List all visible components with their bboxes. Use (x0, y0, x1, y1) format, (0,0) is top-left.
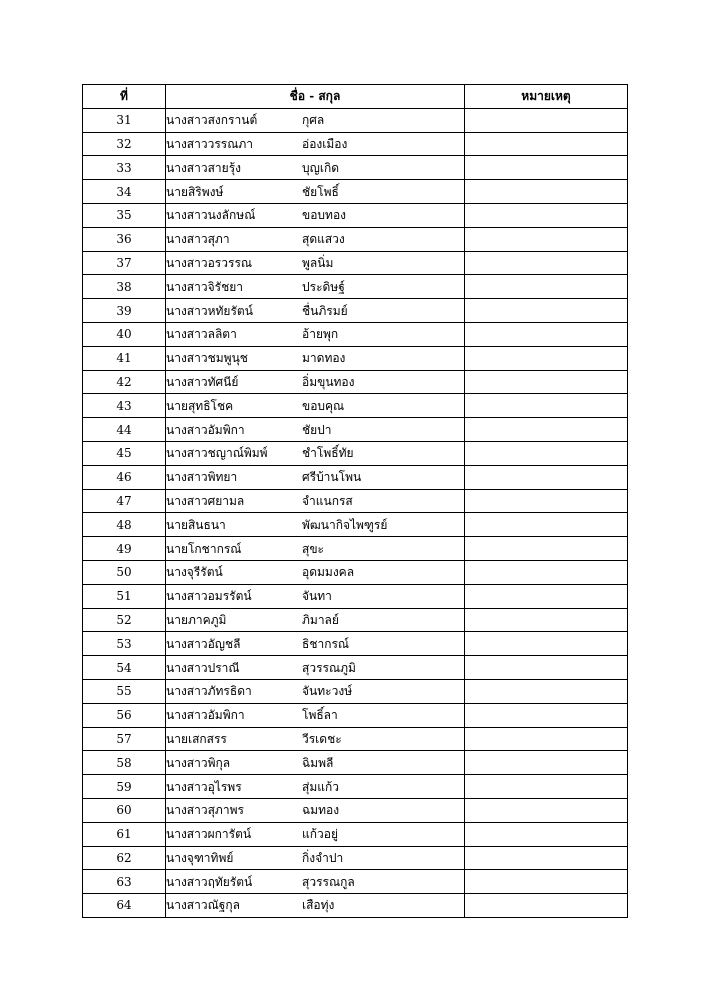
first-name: นางสาวลลิตา (166, 327, 237, 342)
row-number: 62 (83, 846, 166, 870)
table-row (83, 727, 628, 751)
row-number: 48 (83, 513, 166, 537)
last-name: ชำโพธิ์ทัย (302, 446, 354, 461)
first-name: นางสาวพิกุล (166, 755, 231, 770)
row-name (166, 798, 465, 822)
table-row (83, 465, 628, 489)
table-row (83, 251, 628, 275)
table-row (83, 632, 628, 656)
table-row (83, 775, 628, 799)
row-name (166, 775, 465, 799)
row-number: 60 (83, 798, 166, 822)
row-name (166, 656, 465, 680)
row-name (166, 370, 465, 394)
row-remark (465, 203, 628, 227)
last-name: แก้วอยู่ (302, 827, 338, 842)
table-row (83, 394, 628, 418)
last-name: อุดมมงคล (302, 565, 355, 580)
row-number: 43 (83, 394, 166, 418)
last-name: ชัยปา (302, 422, 332, 437)
table-row (83, 322, 628, 346)
row-name (166, 108, 465, 132)
first-name: นางสาวฤทัยรัตน์ (166, 874, 253, 889)
row-name (166, 870, 465, 894)
header-remark: หมายเหตุ (465, 85, 628, 109)
row-number: 57 (83, 727, 166, 751)
row-number: 58 (83, 751, 166, 775)
row-number: 46 (83, 465, 166, 489)
first-name: นางสาวอัมพิกา (166, 422, 245, 437)
row-remark (465, 108, 628, 132)
first-name: นายโกชากรณ์ (166, 541, 242, 556)
last-name: อ่องเมือง (302, 136, 348, 151)
row-remark (465, 394, 628, 418)
table-row (83, 846, 628, 870)
last-name: ฉมทอง (302, 803, 340, 818)
table-row (83, 275, 628, 299)
table-row (83, 870, 628, 894)
first-name: นางสาวชมพูนุช (166, 351, 248, 366)
last-name: ชัยโพธิ์ (302, 184, 339, 199)
last-name: เสือทุ่ง (302, 898, 335, 913)
row-number: 39 (83, 299, 166, 323)
row-remark (465, 275, 628, 299)
last-name: สุวรรณภูมิ (302, 660, 356, 675)
first-name: นายสิริพงษ์ (166, 184, 224, 199)
row-name (166, 822, 465, 846)
table-row (83, 560, 628, 584)
last-name: จำแนกรส (302, 493, 353, 508)
row-number: 44 (83, 418, 166, 442)
row-name (166, 727, 465, 751)
first-name: นางสาวภัทรธิดา (166, 684, 252, 699)
row-number: 38 (83, 275, 166, 299)
first-name: นายสุทธิโชค (166, 398, 234, 413)
row-name (166, 156, 465, 180)
first-name: นางสาวนงลักษณ์ (166, 208, 256, 223)
table-row (83, 894, 628, 918)
row-remark (465, 418, 628, 442)
row-remark (465, 703, 628, 727)
row-name (166, 227, 465, 251)
row-remark (465, 870, 628, 894)
row-number: 52 (83, 608, 166, 632)
row-name (166, 203, 465, 227)
first-name: นางสาววรรณภา (166, 136, 254, 151)
last-name: ฉิมพลี (302, 755, 334, 770)
last-name: อ้ายพุก (302, 327, 339, 342)
last-name: ชื่นภิรมย์ (302, 303, 348, 318)
row-remark (465, 441, 628, 465)
table-body (83, 108, 628, 917)
table-row (83, 108, 628, 132)
last-name: ศรีบ้านโพน (302, 470, 362, 485)
table-row (83, 180, 628, 204)
row-number: 41 (83, 346, 166, 370)
row-name (166, 322, 465, 346)
row-remark (465, 132, 628, 156)
row-name (166, 346, 465, 370)
table-row (83, 608, 628, 632)
header-number: ที่ (83, 85, 166, 109)
row-number: 54 (83, 656, 166, 680)
first-name: นางสาวหทัยรัตน์ (166, 303, 253, 318)
table-row (83, 132, 628, 156)
last-name: ธิชากรณ์ (302, 636, 350, 651)
row-number: 42 (83, 370, 166, 394)
first-name: นางสาวผการัตน์ (166, 827, 252, 842)
row-remark (465, 727, 628, 751)
row-name (166, 441, 465, 465)
row-remark (465, 894, 628, 918)
row-name (166, 299, 465, 323)
last-name: วีรเดชะ (302, 731, 342, 746)
row-number: 36 (83, 227, 166, 251)
row-remark (465, 608, 628, 632)
first-name: นางสาวศยามล (166, 493, 245, 508)
first-name: นางสาวอรวรรณ (166, 255, 253, 270)
first-name: นางสาวทัศนีย์ (166, 374, 239, 389)
last-name: จันทา (302, 589, 332, 604)
row-name (166, 513, 465, 537)
last-name: กิ่งจำปา (302, 850, 344, 865)
first-name: นางสาวณัฐกุล (166, 898, 240, 913)
row-number: 47 (83, 489, 166, 513)
row-remark (465, 822, 628, 846)
row-number: 63 (83, 870, 166, 894)
table-row (83, 751, 628, 775)
row-name (166, 394, 465, 418)
last-name: อิ่มขุนทอง (302, 374, 355, 389)
row-remark (465, 846, 628, 870)
row-number: 40 (83, 322, 166, 346)
first-name: นายเสกสรร (166, 731, 227, 746)
first-name: นางสาวพิทยา (166, 470, 238, 485)
last-name: สุ่มแก้ว (302, 779, 339, 794)
row-remark (465, 299, 628, 323)
row-remark (465, 489, 628, 513)
first-name: นางสาวอัญชลี (166, 636, 241, 651)
table-row (83, 370, 628, 394)
row-name (166, 608, 465, 632)
row-name (166, 560, 465, 584)
row-number: 34 (83, 180, 166, 204)
row-remark (465, 322, 628, 346)
table-row (83, 299, 628, 323)
first-name: นางจุรีรัตน์ (166, 565, 223, 580)
row-remark (465, 584, 628, 608)
row-number: 55 (83, 679, 166, 703)
row-remark (465, 632, 628, 656)
table-row (83, 798, 628, 822)
row-name (166, 703, 465, 727)
last-name: บุญเกิด (302, 160, 340, 175)
row-name (166, 584, 465, 608)
last-name: ขอบคุณ (302, 398, 345, 413)
table-row (83, 656, 628, 680)
row-number: 37 (83, 251, 166, 275)
row-number: 56 (83, 703, 166, 727)
row-name (166, 537, 465, 561)
table-row (83, 822, 628, 846)
first-name: นางสาวจิรัชยา (166, 279, 243, 294)
row-remark (465, 679, 628, 703)
last-name: มาดทอง (302, 351, 346, 366)
row-name (166, 679, 465, 703)
table-row (83, 156, 628, 180)
table-row (83, 679, 628, 703)
row-number: 45 (83, 441, 166, 465)
row-number: 33 (83, 156, 166, 180)
row-remark (465, 775, 628, 799)
first-name: นางจุฑาทิพย์ (166, 850, 234, 865)
row-number: 32 (83, 132, 166, 156)
row-remark (465, 251, 628, 275)
last-name: สุดแสวง (302, 232, 345, 247)
last-name: ภิมาลย์ (302, 612, 339, 627)
first-name: นายภาคภูมิ (166, 612, 227, 627)
table-row (83, 227, 628, 251)
row-name (166, 846, 465, 870)
row-remark (465, 537, 628, 561)
row-remark (465, 751, 628, 775)
row-name (166, 632, 465, 656)
first-name: นางสาวอมรรัตน์ (166, 589, 252, 604)
first-name: นางสาวชญาณ์พิมพ์ (166, 446, 268, 461)
last-name: พูลนิ่ม (302, 255, 334, 270)
first-name: นายสินธนา (166, 517, 226, 532)
row-name (166, 180, 465, 204)
row-name (166, 251, 465, 275)
row-remark (465, 227, 628, 251)
first-name: นางสาวปราณี (166, 660, 240, 675)
first-name: นางสาวอัมพิกา (166, 708, 245, 723)
row-number: 35 (83, 203, 166, 227)
row-remark (465, 656, 628, 680)
last-name: ประดิษฐ์ (302, 279, 345, 294)
table-row (83, 203, 628, 227)
first-name: นางสาวสุภาพร (166, 803, 244, 818)
last-name: พัฒนากิจไพฑูรย์ (302, 517, 388, 532)
roster-table (82, 84, 628, 918)
first-name: นางสาวอุไรพร (166, 779, 242, 794)
row-name (166, 751, 465, 775)
table-row (83, 703, 628, 727)
row-number: 51 (83, 584, 166, 608)
row-name (166, 489, 465, 513)
row-name (166, 418, 465, 442)
table-header-row (83, 85, 628, 109)
row-remark (465, 180, 628, 204)
last-name: สุขะ (302, 541, 324, 556)
row-number: 49 (83, 537, 166, 561)
row-remark (465, 560, 628, 584)
row-name (166, 465, 465, 489)
table-row (83, 513, 628, 537)
last-name: กุศล (302, 113, 325, 128)
table-row (83, 489, 628, 513)
header-name: ชื่อ - สกุล (166, 85, 465, 109)
row-name (166, 132, 465, 156)
row-name (166, 894, 465, 918)
last-name: โพธิ์ลา (302, 708, 338, 723)
row-remark (465, 798, 628, 822)
first-name: นางสาวสงกรานต์ (166, 113, 258, 128)
first-name: นางสาวสายรุ้ง (166, 160, 241, 175)
row-remark (465, 346, 628, 370)
last-name: จันทะวงษ์ (302, 684, 353, 699)
row-number: 59 (83, 775, 166, 799)
row-number: 61 (83, 822, 166, 846)
row-number: 53 (83, 632, 166, 656)
table-row (83, 537, 628, 561)
table-row (83, 584, 628, 608)
last-name: ขอบทอง (302, 208, 347, 223)
row-name (166, 275, 465, 299)
row-number: 64 (83, 894, 166, 918)
table-row (83, 418, 628, 442)
table-row (83, 441, 628, 465)
last-name: สุวรรณกูล (302, 874, 355, 889)
row-number: 31 (83, 108, 166, 132)
first-name: นางสาวสุภา (166, 232, 230, 247)
row-remark (465, 370, 628, 394)
row-remark (465, 465, 628, 489)
row-number: 50 (83, 560, 166, 584)
table-row (83, 346, 628, 370)
row-remark (465, 156, 628, 180)
row-remark (465, 513, 628, 537)
